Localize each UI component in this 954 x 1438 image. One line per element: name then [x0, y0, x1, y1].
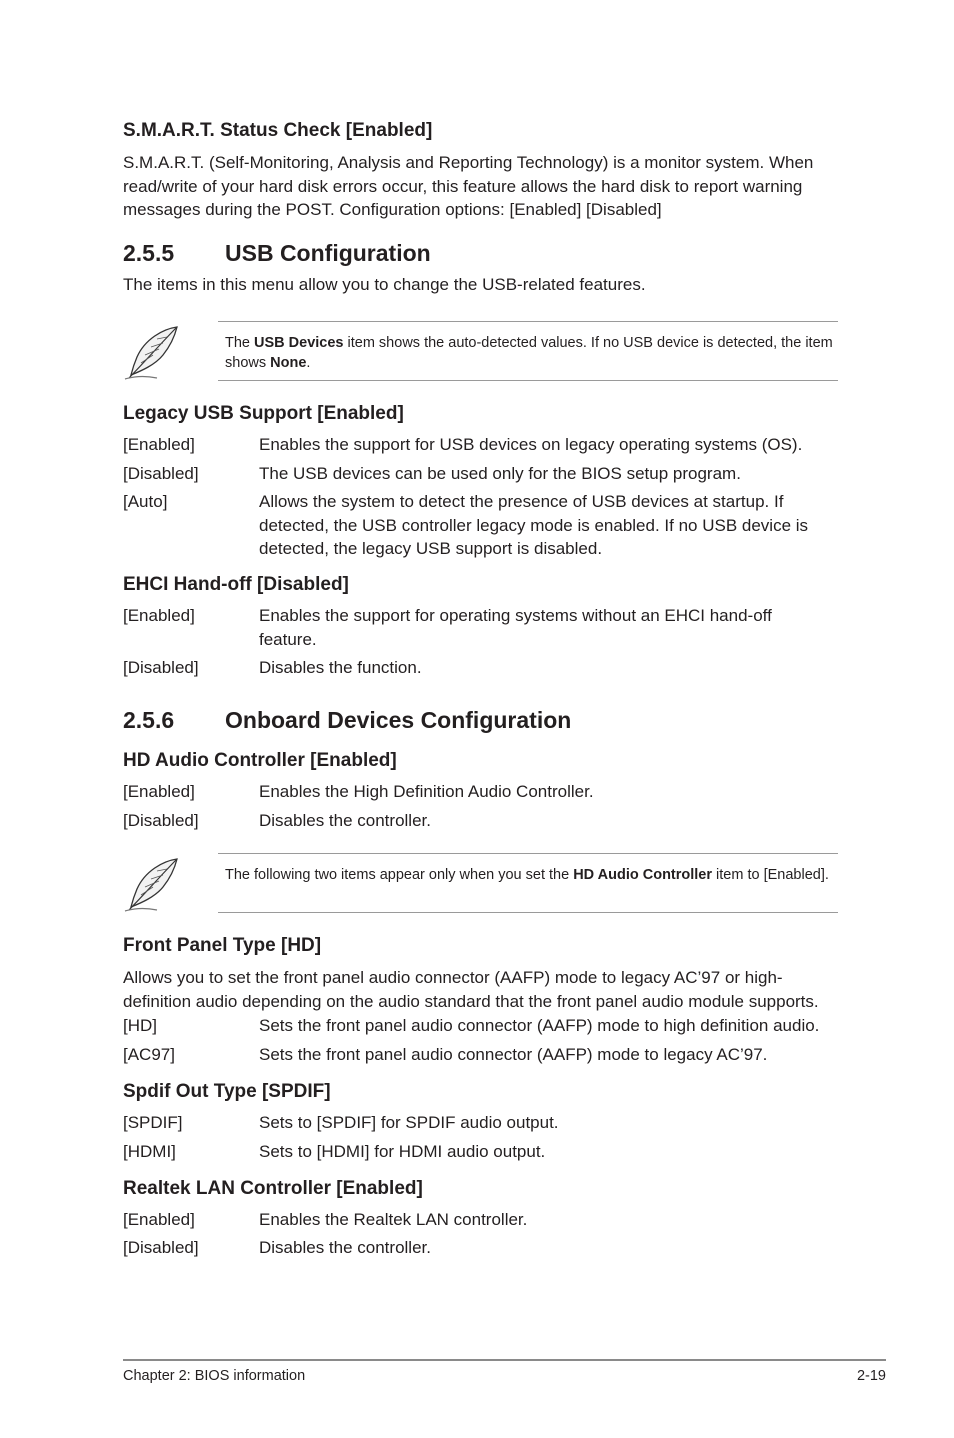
- text-line: Disables the controller.: [259, 1238, 431, 1257]
- text-line: Enables the Realtek LAN controller.: [259, 1210, 528, 1229]
- hd-audio-heading: HD Audio Controller [Enabled]: [123, 750, 397, 771]
- usb-intro: The items in this menu allow you to change the USB-related features.: [123, 275, 646, 294]
- note-rule-top: [218, 853, 838, 854]
- note-bold-term: None: [270, 355, 307, 371]
- text-line: Sets the front panel audio connector (AAFP) mode to high definition audio.: [259, 1016, 820, 1035]
- note-text-part: The following two items appear only when you set the: [225, 867, 574, 883]
- smart-heading: S.M.A.R.T. Status Check [Enabled]: [123, 120, 433, 141]
- note-bold-term: HD Audio Controller: [573, 867, 713, 883]
- option-key: [Auto]: [123, 492, 168, 511]
- option-value: [259, 1140, 843, 1164]
- option-key: [SPDIF]: [123, 1113, 183, 1132]
- option-value: [259, 1208, 843, 1232]
- text-line: definition audio depending on the audio standard that the front panel audio module supports.: [123, 991, 819, 1011]
- note-text-part: .: [306, 355, 311, 371]
- option-value: [259, 462, 843, 486]
- note-rule-bottom: [218, 380, 838, 381]
- option-value: [259, 1111, 843, 1135]
- option-key: [Enabled]: [123, 782, 195, 801]
- text-line: feature.: [259, 629, 317, 649]
- text-line: Sets to [SPDIF] for SPDIF audio output.: [259, 1113, 559, 1132]
- text-line: Disables the function.: [259, 658, 422, 677]
- option-key: [Enabled]: [123, 606, 195, 625]
- option-key: [HDMI]: [123, 1142, 176, 1161]
- text-line: Enables the support for operating systems without an EHCI hand-off: [259, 606, 772, 625]
- footer-chapter: Chapter 2: BIOS information: [123, 1368, 306, 1384]
- option-key: [Disabled]: [123, 464, 199, 483]
- option-key: [Disabled]: [123, 658, 199, 677]
- section-number: 2.5.5: [123, 240, 175, 266]
- front-panel-description: [123, 966, 853, 1013]
- spdif-heading: Spdif Out Type [SPDIF]: [123, 1081, 331, 1102]
- option-value: [259, 1043, 843, 1067]
- option-value: [259, 433, 843, 457]
- note-rule-top: [218, 321, 838, 322]
- feather-pen-icon: [123, 323, 181, 381]
- text-line: Sets to [HDMI] for HDMI audio output.: [259, 1142, 546, 1161]
- option-key: [HD]: [123, 1016, 157, 1035]
- section-heading-onboard: [123, 707, 571, 734]
- option-value: [259, 656, 843, 680]
- option-value: [259, 809, 843, 833]
- section-title: USB Configuration: [225, 240, 431, 266]
- note-usb-devices: [123, 321, 838, 381]
- text-line: S.M.A.R.T. (Self-Monitoring, Analysis and Reporting Technology) is a monitor system. When: [123, 153, 814, 172]
- option-value: [259, 1236, 843, 1260]
- text-line: Enables the support for USB devices on legacy operating systems (OS).: [259, 435, 803, 454]
- section-heading-usb: [123, 240, 431, 267]
- note-bold-term: USB Devices: [254, 335, 344, 351]
- feather-pen-icon: [123, 855, 181, 913]
- smart-description: [123, 151, 843, 222]
- section-title: Onboard Devices Configuration: [225, 707, 572, 733]
- text-line: Allows the system to detect the presence of USB devices at startup. If: [259, 492, 784, 511]
- option-value: [259, 490, 843, 561]
- section-number: 2.5.6: [123, 707, 175, 733]
- note-text-part: item shows the auto-detected values. If no USB device is detected, the item shows: [225, 335, 833, 371]
- note-text-part: item to [Enabled].: [712, 867, 829, 883]
- option-value: [259, 604, 843, 651]
- text-line: read/write of your hard disk errors occur, this feature allows the hard disk to report warning: [123, 176, 803, 196]
- option-key: [Enabled]: [123, 435, 195, 454]
- footer-page-number: 2-19: [856, 1368, 886, 1384]
- note-hd-audio: [123, 853, 838, 913]
- text-line: Enables the High Definition Audio Controller.: [259, 782, 594, 801]
- text-line: detected, the legacy USB support is disabled.: [259, 539, 603, 558]
- option-key: [AC97]: [123, 1045, 175, 1064]
- front-panel-heading: Front Panel Type [HD]: [123, 935, 322, 956]
- lan-heading: Realtek LAN Controller [Enabled]: [123, 1178, 423, 1199]
- note-text: [225, 865, 837, 885]
- text-line: detected, the USB controller legacy mode is enabled. If no USB device is: [259, 515, 809, 535]
- option-key: [Enabled]: [123, 1210, 195, 1229]
- option-value: [259, 1014, 853, 1038]
- legacy-usb-heading: Legacy USB Support [Enabled]: [123, 403, 404, 424]
- footer-rule: [123, 1359, 886, 1361]
- option-key: [Disabled]: [123, 1238, 199, 1257]
- note-text-part: The: [225, 335, 255, 351]
- ehci-heading: EHCI Hand-off [Disabled]: [123, 574, 349, 595]
- note-text: [225, 333, 837, 373]
- option-value: [259, 780, 843, 804]
- option-key: [Disabled]: [123, 811, 199, 830]
- text-line: Allows you to set the front panel audio connector (AAFP) mode to legacy AC’97 or high-: [123, 968, 783, 987]
- text-line: messages during the POST. Configuration options: [Enabled] [Disabled]: [123, 200, 662, 219]
- text-line: Disables the controller.: [259, 811, 431, 830]
- text-line: The USB devices can be used only for the BIOS setup program.: [259, 464, 741, 483]
- note-rule-bottom: [218, 912, 838, 913]
- text-line: Sets the front panel audio connector (AAFP) mode to legacy AC’97.: [259, 1045, 768, 1064]
